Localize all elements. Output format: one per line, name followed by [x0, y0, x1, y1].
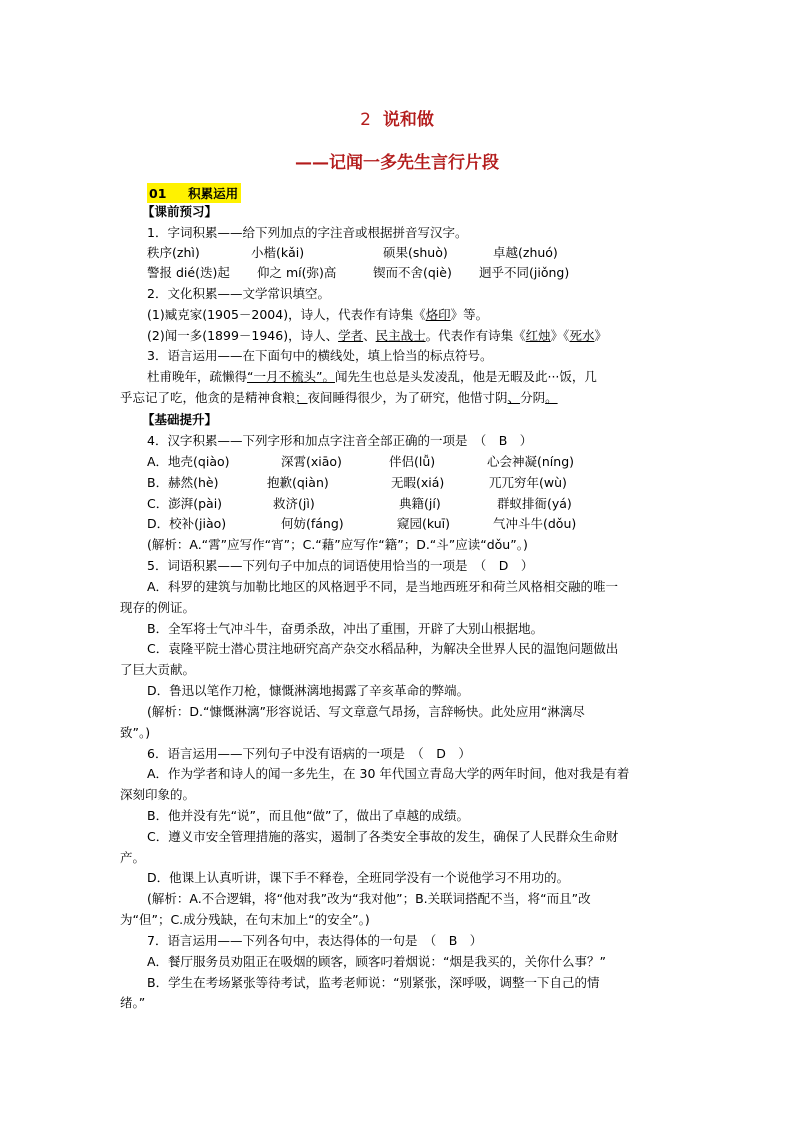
q7-option-b: B．学生在考场紧张等待考试，监考老师说：“别紧张，深呼吸，调整一下自己的情 [147, 975, 600, 990]
q4-item: 抱歉(qiàn) [267, 475, 329, 490]
q4-option-c [147, 496, 667, 512]
lesson-number: 2 [360, 110, 371, 130]
q6-option-c: C．遵义市安全管理措施的落实，遏制了各类安全事故的发生，确保了人民群众生命财 [147, 829, 619, 844]
q2-item-b [147, 328, 667, 344]
answer: 。 [545, 390, 558, 405]
q5-option-a-cont: 现存的例证。 [120, 600, 196, 615]
answer: “一月不梳头”。 [247, 369, 335, 384]
q4-option-d [147, 516, 667, 532]
q5-stem: 5．词语积累——下列句子中加点的词语使用恰当的一项是 （ D ） [147, 558, 534, 573]
q6-option-a: A．作为学者和诗人的闻一多先生，在 30 年代国立青岛大学的两年时间，他对我是有着 [147, 766, 630, 781]
q5-analysis-cont: 致”。) [120, 725, 151, 740]
q4-item: 无暇(xiá) [391, 475, 445, 490]
q2-stem: 2．文化积累——文学常识填空。 [147, 286, 330, 301]
section-number: 01 [149, 186, 167, 201]
q4-analysis: (解析：A.“霄”应写作“宵”；C.“藉”应写作“籍”；D.“斗”应读“dǒu”。) [147, 537, 528, 552]
basic-heading: 【基础提升】 [142, 412, 218, 427]
q1-row2 [147, 265, 667, 281]
text: (2)闻一多(1899－1946)，诗人、 [147, 328, 339, 343]
q1-item: 警报 dié(迭)起 [147, 265, 230, 280]
q7-option-b-cont: 绪。” [120, 995, 146, 1010]
text: 夜间睡得很少，为了研究，他惜寸阴 [307, 390, 508, 405]
q5-analysis: (解析：D.“慷慨淋漓”形容说话、写文章意气昂扬，言辞畅快。此处应用“淋漓尽 [147, 704, 585, 719]
q1-item: 仰之 mí(弥)高 [257, 265, 337, 280]
q1-item: 硕果(shuò) [383, 245, 448, 260]
section-label: 积累运用 [188, 186, 239, 201]
lesson-title [0, 105, 794, 130]
q4-item: A．地壳(qiào) [147, 454, 230, 469]
q4-item: B．赫然(hè) [147, 475, 219, 490]
q4-item: D．校补(jiào) [147, 516, 227, 531]
q6-stem: 6．语言运用——下列句子中没有语病的一项是 （ D ） [147, 746, 471, 761]
q1-item: 迥乎不同(jiǒng) [479, 265, 570, 280]
answer: 死水 [569, 328, 595, 343]
q3-line1 [147, 369, 667, 385]
q4-stem: 4．汉字积累——下列字形和加点字注音全部正确的一项是 （ B ） [147, 433, 533, 448]
q7-option-a: A．餐厅服务员劝阻正在吸烟的顾客，顾客叼着烟说：“烟是我买的，关你什么事？” [147, 954, 607, 969]
q6-option-c-cont: 产。 [120, 850, 146, 865]
lesson-subtitle: ——记闻一多先生言行片段 [295, 153, 499, 173]
q4-item: 伴侣(lǚ) [389, 454, 436, 469]
text: 闻先生也总是头发凌乱，他是无暇及此···饭，几 [334, 369, 597, 384]
q5-option-b: B．全军将士气冲斗牛，奋勇杀敌，冲出了重围，开辟了大别山根据地。 [147, 621, 544, 636]
text: 分阴 [520, 390, 546, 405]
q6-option-b: B．他并没有先“说”，而且他“做”了，做出了卓越的成绩。 [147, 808, 469, 823]
q2-item-a [147, 307, 667, 323]
text: (1)臧克家(1905－2004)，诗人，代表作有诗集《 [147, 307, 426, 322]
q1-item: 卓越(zhuó) [493, 245, 558, 260]
lesson-title-text: 说和做 [382, 110, 434, 130]
answer: 、 [507, 390, 521, 405]
q1-item: 锲而不舍(qiè) [373, 265, 452, 280]
q4-item: 典籍(jí) [399, 496, 441, 511]
q6-analysis: (解析：A.不合逻辑，将“他对我”改为“我对他”；B.关联词搭配不当，将“而且”改 [147, 891, 591, 906]
q6-option-a-cont: 深刻印象的。 [120, 787, 196, 802]
answer: 红烛 [525, 328, 551, 343]
text: 杜甫晚年，疏懒得 [147, 369, 248, 384]
q4-item: 深霄(xiāo) [281, 454, 342, 469]
q5-option-c-cont: 了巨大贡献。 [120, 662, 196, 677]
answer: ； [295, 390, 308, 405]
q4-item: C．澎湃(pài) [147, 496, 223, 511]
text: 。代表作有诗集《 [425, 328, 526, 343]
section-badge [147, 183, 241, 203]
q4-item: 窥园(kuī) [397, 516, 451, 531]
answer: 民主战士 [375, 328, 426, 343]
q1-item: 小楷(kǎi) [251, 245, 305, 260]
q4-item: 救济(jì) [273, 496, 315, 511]
answer: 学者 [338, 328, 364, 343]
q4-item: 心会神凝(níng) [487, 454, 575, 469]
q1-stem: 1．字词积累——给下列加点的字注音或根据拼音写汉字。 [147, 225, 468, 240]
text: 乎忘记了吃，他贪的是精神食粮 [120, 390, 296, 405]
q4-item: 气冲斗牛(dǒu) [493, 516, 577, 531]
q5-option-d: D．鲁迅以笔作刀枪，慷慨淋漓地揭露了辛亥革命的弊端。 [147, 683, 470, 698]
q6-analysis-cont: 为“但”；C.成分残缺，在句末加上“的安全”。) [120, 912, 370, 927]
q4-item: 兀兀穷年(wù) [489, 475, 567, 490]
text: 》等。 [450, 307, 489, 322]
q4-option-a [147, 454, 667, 470]
q7-stem: 7．语言运用——下列各句中，表达得体的一句是 （ B ） [147, 933, 483, 948]
q6-option-d: D．他课上认真听讲，课下手不释卷，全班同学没有一个说他学习不用功的。 [147, 870, 570, 885]
text: 》《 [550, 328, 570, 343]
q3-line2 [120, 390, 640, 406]
text: 》 [594, 328, 607, 343]
preview-heading: 【课前预习】 [142, 204, 218, 219]
text: 、 [363, 328, 376, 343]
q5-option-a: A．科罗的建筑与加勒比地区的风格迥乎不同，是当地西班牙和荷兰风格相交融的唯一 [147, 579, 619, 594]
answer: 烙印 [425, 307, 451, 322]
q4-option-b [147, 475, 667, 491]
q3-stem: 3．语言运用——在下面句中的横线处，填上恰当的标点符号。 [147, 348, 493, 363]
q4-item: 群蚁排衙(yá) [497, 496, 572, 511]
q1-row1 [147, 245, 667, 261]
q5-option-c: C．袁隆平院士潜心贯注地研究高产杂交水稻品种，为解决全世界人民的温饱问题做出 [147, 641, 619, 656]
q4-item: 何妨(fáng) [281, 516, 344, 531]
q1-item: 秩序(zhì) [147, 245, 200, 260]
